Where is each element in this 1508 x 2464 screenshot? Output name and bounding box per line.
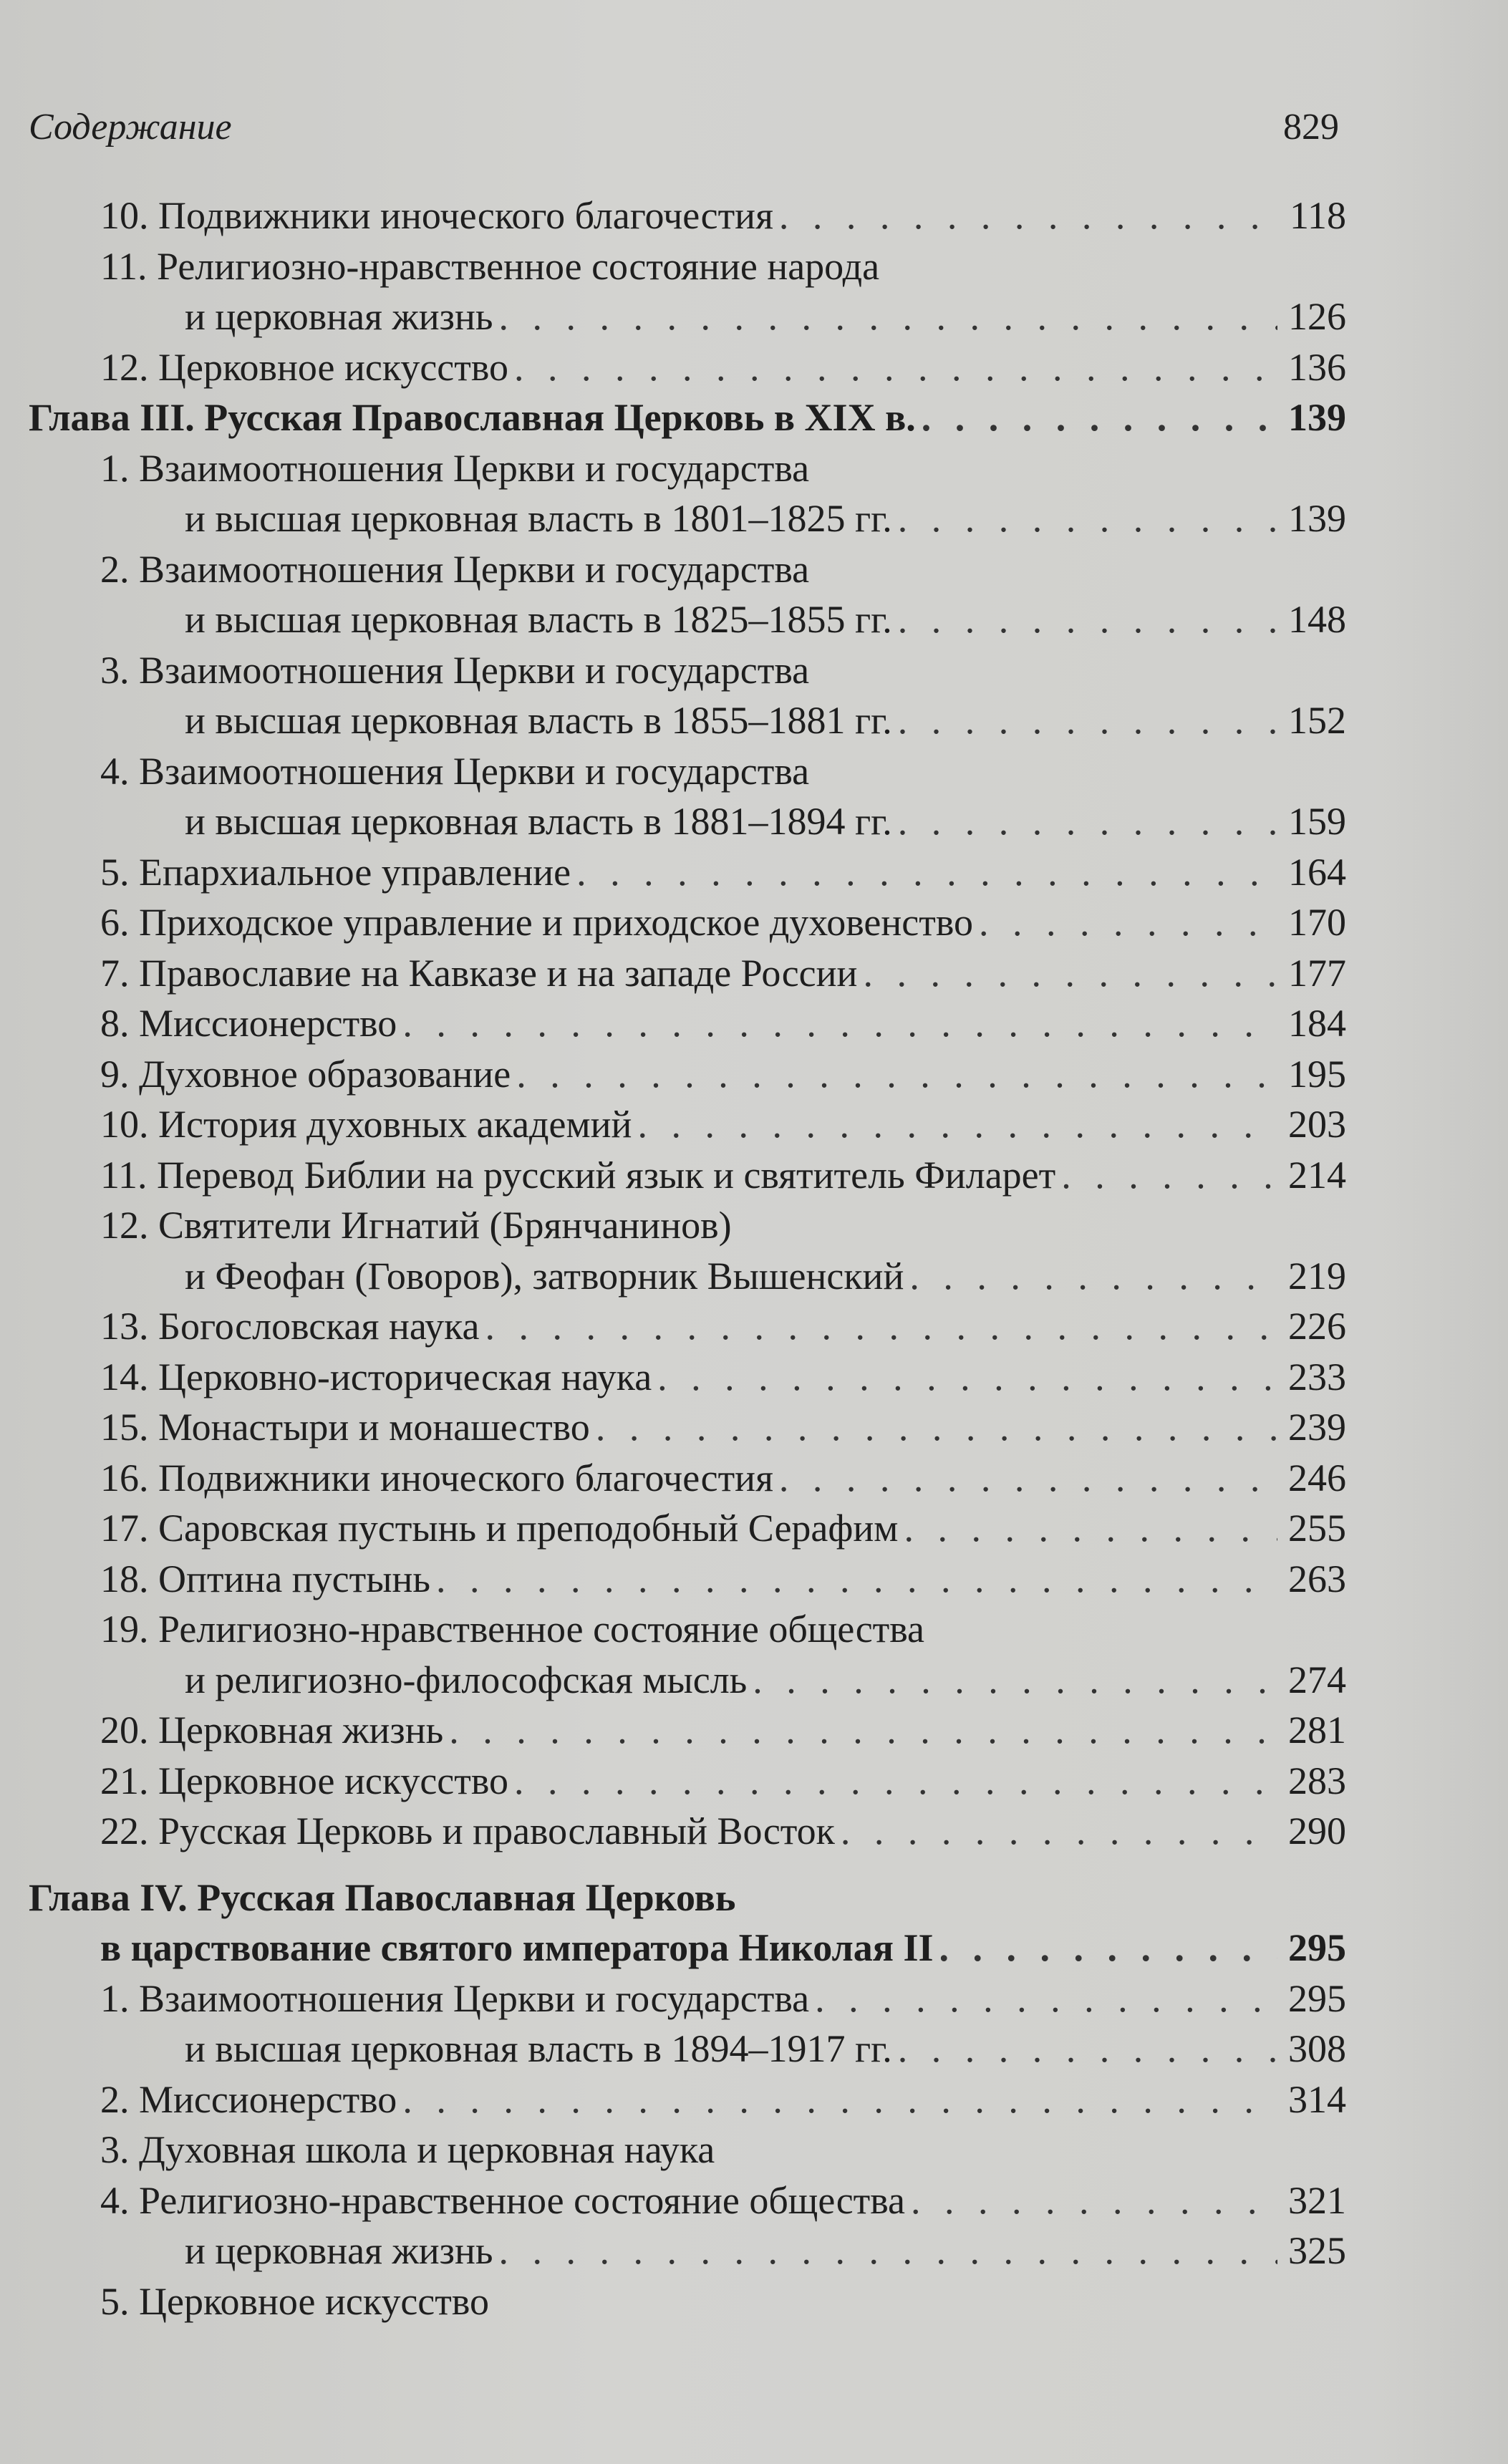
toc-entry — [29, 345, 1346, 396]
toc-entry — [29, 244, 1346, 295]
toc-page-number: 126 — [1288, 295, 1346, 338]
toc-chapter-entry — [29, 395, 1346, 446]
toc-entry-title: 11. Религиозно-нравственное состояние народа — [100, 244, 880, 288]
toc-page-number: 290 — [1288, 1810, 1346, 1852]
toc-page-number: 226 — [1288, 1305, 1346, 1348]
toc-entry-title: 1. Взаимоотношения Церкви и государства — [100, 1976, 810, 2020]
toc-entry — [29, 951, 1346, 1002]
toc-page-number: 283 — [1288, 1759, 1346, 1802]
dot-leader — [402, 2077, 1277, 2122]
toc-page-number: 118 — [1290, 194, 1346, 237]
dot-leader — [499, 294, 1277, 339]
toc-entry-title: 4. Религиозно-нравственное состояние общества — [100, 2178, 906, 2222]
toc-page-number: 246 — [1288, 1456, 1346, 1499]
toc-gap — [29, 1860, 1346, 1875]
toc-page-number: 170 — [1288, 901, 1346, 944]
toc-page-number: 321 — [1288, 2178, 1346, 2222]
toc-entry — [29, 1809, 1346, 1860]
toc-entry-title: и высшая церковная власть в 1881–1894 гг. — [185, 800, 892, 843]
toc-entry-title: 6. Приходское управление и приходское духовенство — [100, 901, 973, 944]
toc-page-number: 274 — [1288, 1658, 1346, 1701]
toc-entry-title: 11. Перевод Библии на русский язык и святитель Филарет — [100, 1153, 1056, 1197]
toc-entry-title: и высшая церковная власть в 1825–1855 гг. — [185, 598, 892, 641]
toc-entry-title: Глава IV. Русская Павославная Церковь — [29, 1875, 736, 1919]
toc-entry — [29, 597, 1346, 648]
toc-chapter-entry — [29, 1875, 1346, 1926]
toc-entry — [29, 799, 1346, 850]
dot-leader — [753, 1658, 1277, 1702]
dot-leader — [979, 900, 1277, 944]
toc-entry — [29, 1759, 1346, 1810]
toc-entry-title: 3. Духовная школа и церковная наука — [100, 2128, 715, 2171]
page-shadow — [1372, 0, 1508, 2464]
toc-page-number: 139 — [1288, 497, 1346, 540]
dot-leader — [815, 1976, 1277, 2021]
toc-page-number: 314 — [1288, 2077, 1346, 2121]
toc-entry — [29, 1658, 1346, 1709]
toc-page-number: 159 — [1288, 800, 1346, 843]
dot-leader — [898, 799, 1277, 844]
toc-entry-title: Глава III. Русская Православная Церковь в XIX в. — [29, 396, 916, 439]
dot-leader — [904, 1506, 1277, 1550]
toc-entry-title: 14. Церковно-историческая наука — [100, 1355, 652, 1398]
toc-entry — [29, 2077, 1346, 2128]
toc-entry — [29, 193, 1346, 244]
dot-leader — [898, 698, 1277, 743]
toc-entry — [29, 1607, 1346, 1658]
toc-entry — [29, 1405, 1346, 1456]
toc-page-number: 308 — [1288, 2027, 1346, 2070]
toc-page-number: 184 — [1288, 1002, 1346, 1045]
toc-entry-title: и церковная жизнь — [185, 295, 493, 338]
toc-entry-title: 20. Церковная жизнь — [100, 1709, 444, 1752]
toc-entry-title: и церковная жизнь — [185, 2229, 493, 2272]
toc-page-number: 203 — [1288, 1103, 1346, 1146]
dot-leader — [514, 345, 1277, 390]
toc-entry — [29, 496, 1346, 547]
toc-entry-title: 18. Оптина пустынь — [100, 1557, 431, 1600]
toc-entry — [29, 1506, 1346, 1557]
toc-page-number: 148 — [1288, 598, 1346, 641]
dot-leader — [657, 1355, 1277, 1399]
dot-leader — [898, 496, 1277, 541]
dot-leader — [841, 1809, 1277, 1853]
toc-page-number: 281 — [1288, 1709, 1346, 1752]
toc-entry — [29, 1557, 1346, 1608]
toc-entry-title: и высшая церковная власть в 1894–1917 гг. — [185, 2027, 892, 2070]
toc-entry — [29, 547, 1346, 598]
toc-entry-title: 9. Духовное образование — [100, 1052, 511, 1096]
toc-entry-title: и высшая церковная власть в 1855–1881 гг. — [185, 699, 892, 742]
dot-leader — [499, 2228, 1277, 2273]
dot-leader — [516, 1052, 1277, 1096]
toc-entry — [29, 1153, 1346, 1204]
toc-page-number: 239 — [1288, 1406, 1346, 1449]
dot-leader — [402, 1001, 1277, 1045]
running-head — [29, 106, 1339, 148]
toc-entry — [29, 749, 1346, 800]
toc-entry-title: 21. Церковное искусство — [100, 1759, 508, 1802]
dot-leader — [596, 1405, 1277, 1449]
toc-entry — [29, 1355, 1346, 1406]
toc-page-number: 139 — [1288, 396, 1346, 439]
toc-entry — [29, 2228, 1346, 2279]
toc-entry-title: 7. Православие на Кавказе и на западе России — [100, 951, 858, 995]
toc-entry-title: 13. Богословская наука — [100, 1305, 480, 1348]
toc-page-number: 195 — [1288, 1052, 1346, 1096]
dot-leader — [514, 1759, 1277, 1803]
toc-entry-title: 5. Епархиальное управление — [100, 850, 571, 894]
toc-entry-title: 8. Миссионерство — [100, 1002, 397, 1045]
table-of-contents — [29, 193, 1346, 2329]
toc-entry-title: и высшая церковная власть в 1801–1825 гг. — [185, 497, 892, 540]
toc-chapter-entry — [29, 1926, 1346, 1976]
toc-page-number: 136 — [1288, 345, 1346, 389]
toc-entry-title: 16. Подвижники иноческого благочестия — [100, 1456, 773, 1499]
dot-leader — [911, 2178, 1277, 2223]
toc-entry-title: 19. Религиозно-нравственное состояние общества — [100, 1608, 925, 1651]
dot-leader — [576, 850, 1277, 894]
toc-entry — [29, 1456, 1346, 1507]
toc-entry — [29, 900, 1346, 951]
toc-entry — [29, 1203, 1346, 1254]
dot-leader — [1061, 1153, 1277, 1197]
toc-entry — [29, 1052, 1346, 1103]
dot-leader — [436, 1557, 1277, 1601]
dot-leader — [922, 395, 1277, 440]
toc-entry — [29, 446, 1346, 497]
toc-entry — [29, 1976, 1346, 2027]
toc-page-number: 152 — [1288, 699, 1346, 742]
toc-entry — [29, 294, 1346, 345]
toc-entry — [29, 2026, 1346, 2077]
toc-entry-title: 17. Саровская пустынь и преподобный Серафим — [100, 1507, 899, 1550]
toc-entry-title: и Феофан (Говоров), затворник Вышенский — [185, 1254, 904, 1298]
toc-entry — [29, 1304, 1346, 1355]
toc-entry-title: 2. Миссионерство — [100, 2077, 397, 2121]
toc-entry-title: 1. Взаимоотношения Церкви и государства — [100, 446, 810, 490]
toc-page-number: 263 — [1288, 1557, 1346, 1600]
dot-leader — [449, 1708, 1277, 1752]
toc-entry — [29, 1254, 1346, 1305]
toc-entry — [29, 1001, 1346, 1052]
toc-entry-title: 2. Взаимоотношения Церкви и государства — [100, 547, 810, 591]
toc-entry-title: 12. Святители Игнатий (Брянчанинов) — [100, 1204, 732, 1247]
toc-entry-title: 12. Церковное искусство — [100, 345, 508, 389]
toc-entry — [29, 2279, 1346, 2330]
dot-leader — [939, 1926, 1277, 1970]
dot-leader — [779, 193, 1277, 238]
toc-page-number: 295 — [1288, 1976, 1346, 2020]
toc-entry — [29, 2127, 1346, 2178]
dot-leader — [909, 1254, 1277, 1298]
toc-page-number: 214 — [1288, 1153, 1346, 1197]
dot-leader — [863, 951, 1277, 995]
toc-page-number: 233 — [1288, 1355, 1346, 1398]
toc-entry-title: 10. История духовных академий — [100, 1103, 632, 1146]
toc-page-number: 325 — [1288, 2229, 1346, 2272]
toc-entry-title: 4. Взаимоотношения Церкви и государства — [100, 749, 810, 793]
toc-entry — [29, 698, 1346, 749]
toc-page-number: 177 — [1288, 951, 1346, 995]
page-number: 829 — [1283, 107, 1339, 148]
toc-entry-title: 15. Монастыри и монашество — [100, 1406, 590, 1449]
toc-page-number: 295 — [1288, 1926, 1346, 1969]
toc-entry-title: 10. Подвижники иноческого благочестия — [100, 194, 773, 237]
dot-leader — [637, 1102, 1277, 1146]
dot-leader — [779, 1456, 1277, 1500]
toc-page-number: 164 — [1288, 850, 1346, 894]
toc-entry-title: 5. Церковное искусство — [100, 2279, 489, 2323]
toc-entry — [29, 648, 1346, 699]
running-title: Содержание — [29, 107, 232, 148]
toc-entry-title: и религиозно-философская мысль — [185, 1658, 748, 1701]
toc-entry-title: в царствование святого императора Николая II — [100, 1926, 934, 1969]
toc-page-number: 255 — [1288, 1507, 1346, 1550]
dot-leader — [485, 1304, 1277, 1348]
dot-leader — [898, 597, 1277, 642]
toc-entry-title: 22. Русская Церковь и православный Восток — [100, 1810, 835, 1852]
toc-entry — [29, 2178, 1346, 2229]
toc-entry — [29, 1102, 1346, 1153]
toc-entry-title: 3. Взаимоотношения Церкви и государства — [100, 648, 810, 692]
toc-entry — [29, 850, 1346, 901]
toc-page-number: 219 — [1288, 1254, 1346, 1298]
dot-leader — [898, 2026, 1277, 2071]
toc-entry — [29, 1708, 1346, 1759]
